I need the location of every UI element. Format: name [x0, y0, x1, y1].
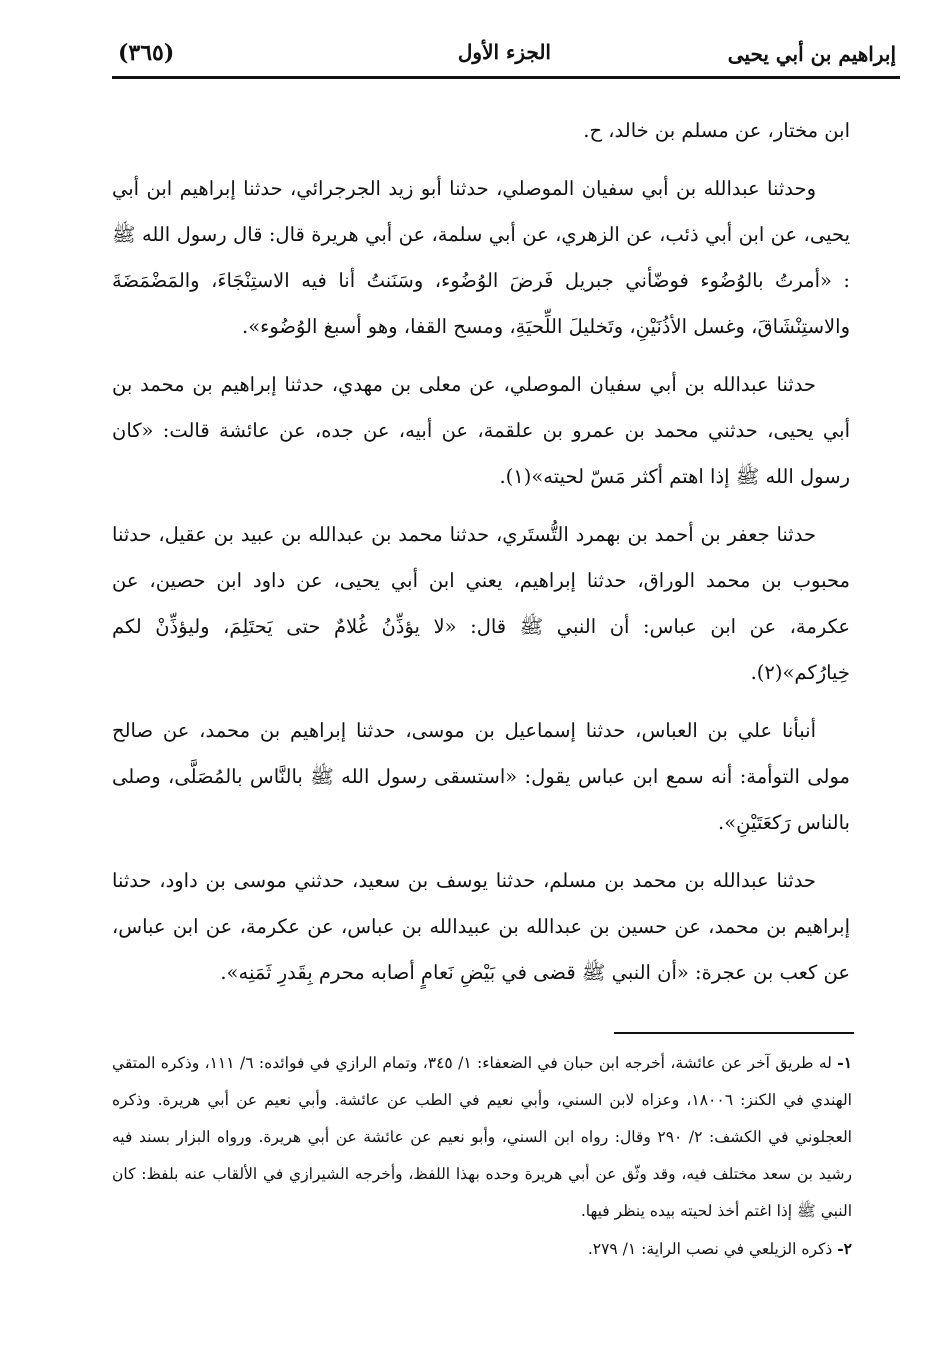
paragraph: وحدثنا عبدالله بن أبي سفيان الموصلي، حدثنا أبو زيد الجرجرائي، حدثنا إبراهيم ابن أبي يحيى، عن ابن أبي ذئب، عن الزهري، عن أبي سلمة، عن أبي هريرة قال: قال رسول الله ﷺ : «أمرتُ بالوُضُوء فوضّأني جبريل فَرضَ الوُضُوء، وسَنَنتُ أنا فيه الاستِنْجَاءَ، والمَضْمَضَةَ والاستِنْشَاقَ، وغسل الأذُنَيْنِ، وتَخليلَ اللِّحيَةِ، ومسح القفا، وهو أسبغ الوُضُوء». — [112, 177, 850, 338]
footnote — [112, 1230, 852, 1268]
footnote-text: ذكره الزيلعي في نصب الراية: ١/ ٢٧٩. — [587, 1240, 833, 1258]
paragraph: أنبأنا علي بن العباس، حدثنا إسماعيل بن موسى، حدثنا إبراهيم بن محمد، عن صالح مولى التوأمة: أنه سمع ابن عباس يقول: «استسقى رسول الله ﷺ بالنَّاس بالمُصَلَّى، وصلى بالناس رَكعَتَيْنِ». — [112, 719, 850, 834]
footnote-text: له طريق آخر عن عائشة، أخرجه ابن حبان في الضعفاء: ١/ ٣٤٥، وتمام الرازي في فوائده: ٦/ ١١١، وذكره المتقي الهندي في الكنز: ١٨٠٠٦، وعزاه لابن السني، وأبي نعيم في الطب عن عائشة. وأبي نعيم عن أبي هريرة. وذكره العجلوني في الكشف: ٢/ ٢٩٠ وقال: رواه ابن السني، وأبو نعيم عن عائشة عن أبي هريرة. ورواه البزار بسند فيه رشيد بن سعد مختلف فيه، وقد وثّق عن أبي هريرة وحده بهذا اللفظ، وأخرجه الشيرازي في الألقاب عنه بلفظ: كان النبي ﷺ إذا اغتم أخذ لحيته بيده ينظر فيها. — [112, 1054, 852, 1220]
footnote — [112, 1044, 852, 1230]
footnote-number: ٢- — [837, 1239, 852, 1258]
footnote-divider — [614, 1032, 854, 1034]
header-divider — [112, 76, 900, 79]
footnotes — [112, 1044, 852, 1268]
page-number: (٣٦٥) — [118, 40, 175, 66]
main-text — [112, 108, 850, 1008]
paragraph: حدثنا عبدالله بن محمد بن مسلم، حدثنا يوسف بن سعيد، حدثني موسى بن داود، حدثنا إبراهيم بن محمد، عن حسين بن عبدالله بن عبيدالله بن عباس، عن عكرمة، عن ابن عباس، عن كعب بن عجرة: «أن النبي ﷺ قضى في بَيْضِ نَعامٍ أصابه محرم بِقَدرِ ثَمَنِه». — [112, 869, 850, 984]
book-title: إبراهيم بن أبي يحيى — [727, 42, 896, 66]
paragraph: حدثنا عبدالله بن أبي سفيان الموصلي، عن معلى بن مهدي، حدثنا إبراهيم بن محمد بن أبي يحيى، حدثني محمد بن عمرو بن علقمة، عن أبيه، عن جده، عن عائشة قالت: «كان رسول الله ﷺ إذا اهتم أكثر مَسّ لحيته»(١). — [112, 373, 850, 488]
paragraph: ابن مختار، عن مسلم بن خالد، ح. — [583, 119, 850, 142]
footnote-number: ١- — [837, 1053, 853, 1072]
page-header — [118, 36, 896, 74]
volume-part: الجزء الأول — [457, 40, 551, 64]
paragraph: حدثنا جعفر بن أحمد بن بهمرد التُّستَري، حدثنا محمد بن عبدالله بن عبيد بن عقيل، حدثنا محبوب بن محمد الوراق، حدثنا إبراهيم، يعني ابن أبي يحيى، عن داود ابن حصين، عن عكرمة، عن ابن عباس: أن النبي ﷺ قال: «لا يؤذِّنُ غُلامٌ حتى يَحتَلِمَ، وليؤذِّنْ لكم خِيارُكم»(٢). — [112, 523, 850, 684]
